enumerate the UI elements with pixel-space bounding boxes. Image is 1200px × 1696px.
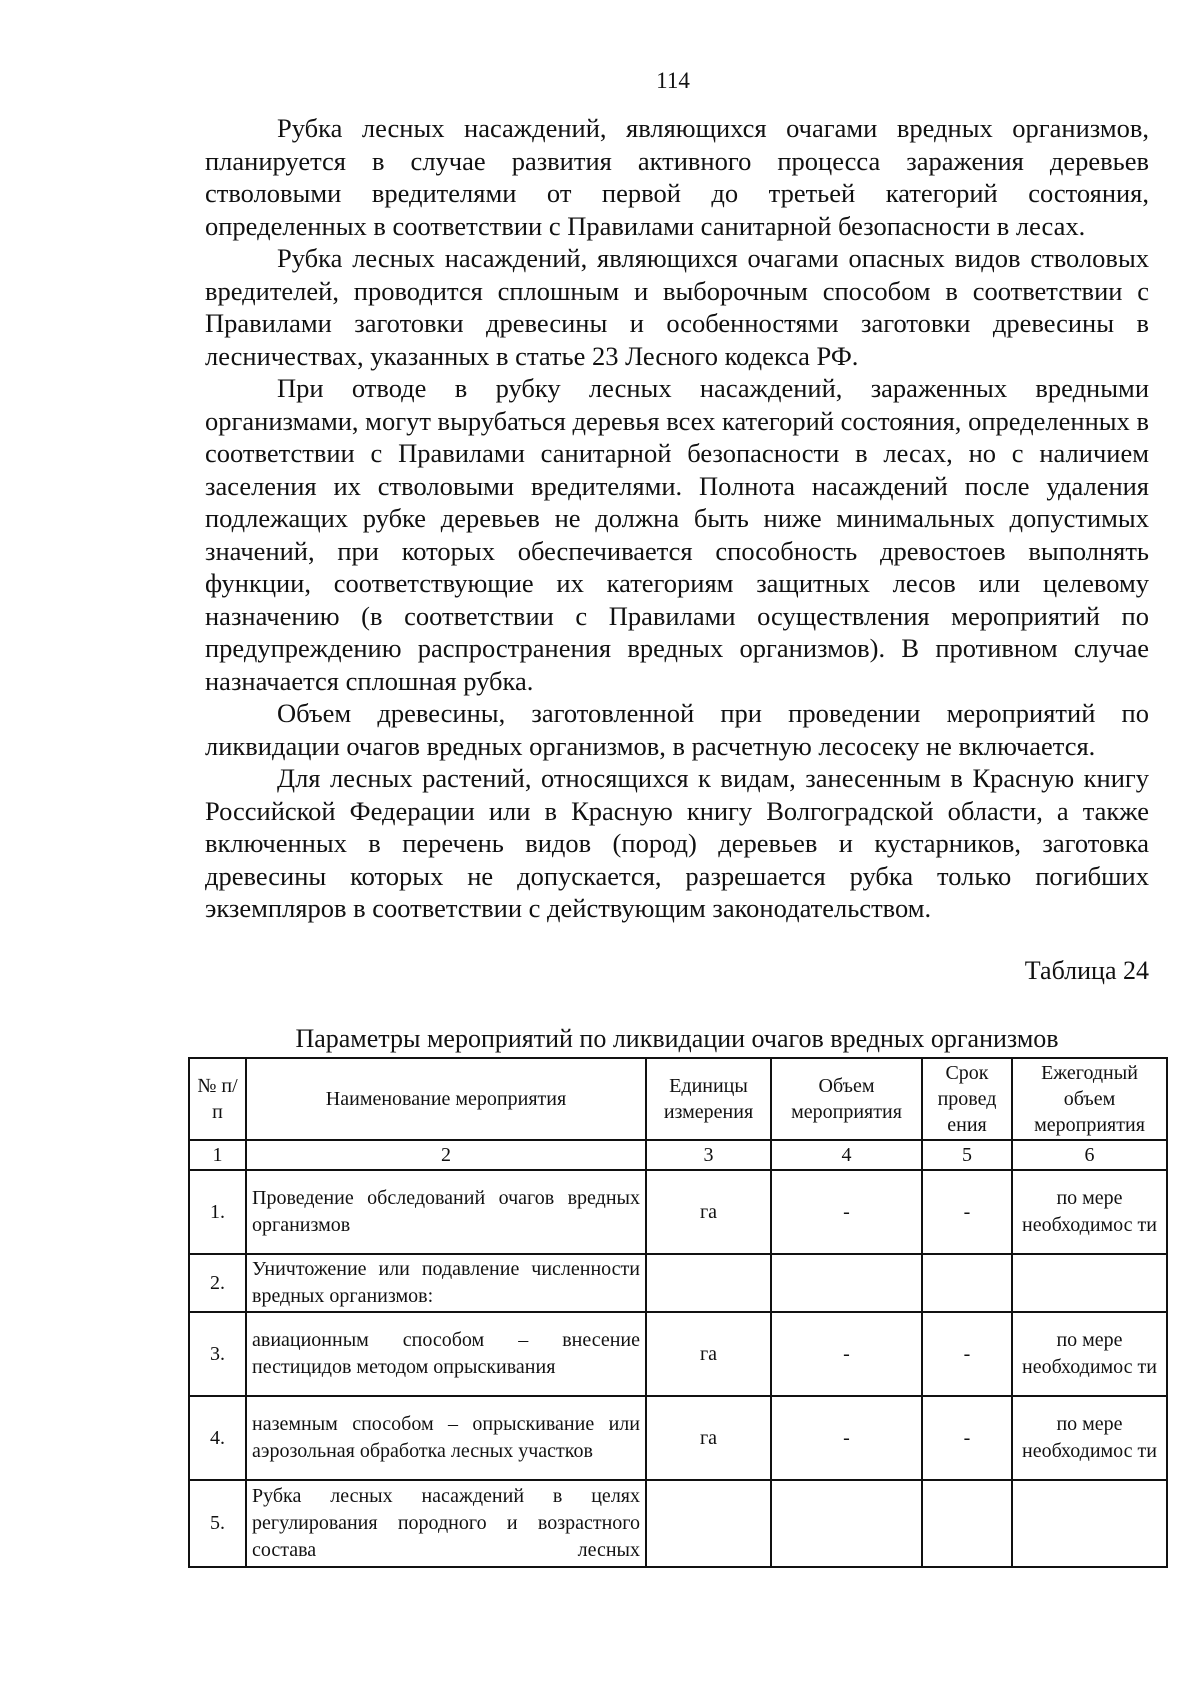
row-unit: га [646, 1312, 771, 1396]
row-number: 4. [189, 1396, 246, 1480]
row-unit: га [646, 1170, 771, 1254]
row-annual: по мере необходимос ти [1012, 1396, 1167, 1480]
row-annual [1012, 1254, 1167, 1312]
row-number: 5. [189, 1480, 246, 1567]
row-term [922, 1254, 1012, 1312]
header-cell-term: Срок провед ения [922, 1058, 1012, 1140]
row-volume: - [771, 1170, 922, 1254]
row-name: Уничтожение или подавление численности вредных организмов: [246, 1254, 646, 1312]
row-term [922, 1480, 1012, 1567]
page-number: 114 [656, 68, 690, 93]
row-name: Проведение обследований очагов вредных организмов [246, 1170, 646, 1254]
row-annual [1012, 1480, 1167, 1567]
column-number: 4 [771, 1140, 922, 1170]
table-row [189, 1170, 1167, 1254]
table-row [189, 1396, 1167, 1480]
paragraph: Объем древесины, заготовленной при проведении мероприятий по ликвидации очагов вредных организмов, в расчетную лесосеку не включается. [205, 698, 1149, 761]
row-number: 2. [189, 1254, 246, 1312]
paragraph: При отводе в рубку лесных насаждений, зараженных вредными организмами, могут вырубаться деревья всех категорий состояния, определенных в соответствии с Правилами санитарной безопасности в лесах, но с наличием заселения их стволовыми вредителями. Полнота насаждений после удаления подлежащих рубке деревьев не должна быть ниже минимальных допустимых значений, при которых обеспечивается способность древостоев выполнять функции, соответствующие их категориям защитных лесов или целевому назначению (в соответствии с Правилами осуществления мероприятий по предупреждению распространения вредных организмов). В противном случае назначается сплошная рубка. [205, 373, 1149, 696]
table-row [189, 1312, 1167, 1396]
table-title: Параметры мероприятий по ликвидации очагов вредных организмов [295, 1024, 1059, 1053]
row-volume: - [771, 1312, 922, 1396]
paragraph: Для лесных растений, относящихся к видам, занесенным в Красную книгу Российской Федерации или в Красную книгу Волгоградской области, а также включенных в перечень видов (пород) деревьев и кустарников, заготовка древесины которых не допускается, разрешается рубка только погибших экземпляров в соответствии с действующим законодательством. [205, 763, 1149, 923]
header-cell-unit: Единицы измерения [646, 1058, 771, 1140]
paragraph: Рубка лесных насаждений, являющихся очагами вредных организмов, планируется в случае развития активного процесса заражения деревьев стволовыми вредителями от первой до третьей категорий состояния, определенных в соответствии с Правилами санитарной безопасности в лесах. [205, 113, 1149, 241]
table-header-row [189, 1058, 1167, 1140]
column-number: 2 [246, 1140, 646, 1170]
column-number: 1 [189, 1140, 246, 1170]
table-column-numbers-row [189, 1140, 1167, 1170]
measures-table [188, 1057, 1168, 1568]
table-row [189, 1480, 1167, 1567]
row-annual: по мере необходимос ти [1012, 1170, 1167, 1254]
row-volume [771, 1254, 922, 1312]
body-text [205, 112, 1149, 925]
column-number: 5 [922, 1140, 1012, 1170]
header-cell-annual: Ежегодный объем мероприятия [1012, 1058, 1167, 1140]
row-unit [646, 1480, 771, 1567]
row-name: авиационным способом – внесение пестицидов методом опрыскивания [246, 1312, 646, 1396]
row-name: наземным способом – опрыскивание или аэрозольная обработка лесных участков [246, 1396, 646, 1480]
header-cell-name: Наименование мероприятия [246, 1058, 646, 1140]
row-number: 1. [189, 1170, 246, 1254]
row-name: Рубка лесных насаждений в целях регулирования породного и возрастного состава лесных [246, 1480, 646, 1567]
row-term: - [922, 1170, 1012, 1254]
row-term: - [922, 1312, 1012, 1396]
column-number: 3 [646, 1140, 771, 1170]
row-unit: га [646, 1396, 771, 1480]
header-cell-volume: Объем мероприятия [771, 1058, 922, 1140]
paragraph: Рубка лесных насаждений, являющихся очагами опасных видов стволовых вредителей, проводится сплошным и выборочным способом в соответствии с Правилами заготовки древесины и особенностями заготовки древесины в лесничествах, указанных в статье 23 Лесного кодекса РФ. [205, 243, 1149, 371]
row-term: - [922, 1396, 1012, 1480]
table-label: Таблица 24 [1024, 956, 1149, 985]
row-volume: - [771, 1396, 922, 1480]
table-row [189, 1254, 1167, 1312]
row-annual: по мере необходимос ти [1012, 1312, 1167, 1396]
row-number: 3. [189, 1312, 246, 1396]
row-unit [646, 1254, 771, 1312]
row-volume [771, 1480, 922, 1567]
column-number: 6 [1012, 1140, 1167, 1170]
header-cell-number: № п/п [189, 1058, 246, 1140]
